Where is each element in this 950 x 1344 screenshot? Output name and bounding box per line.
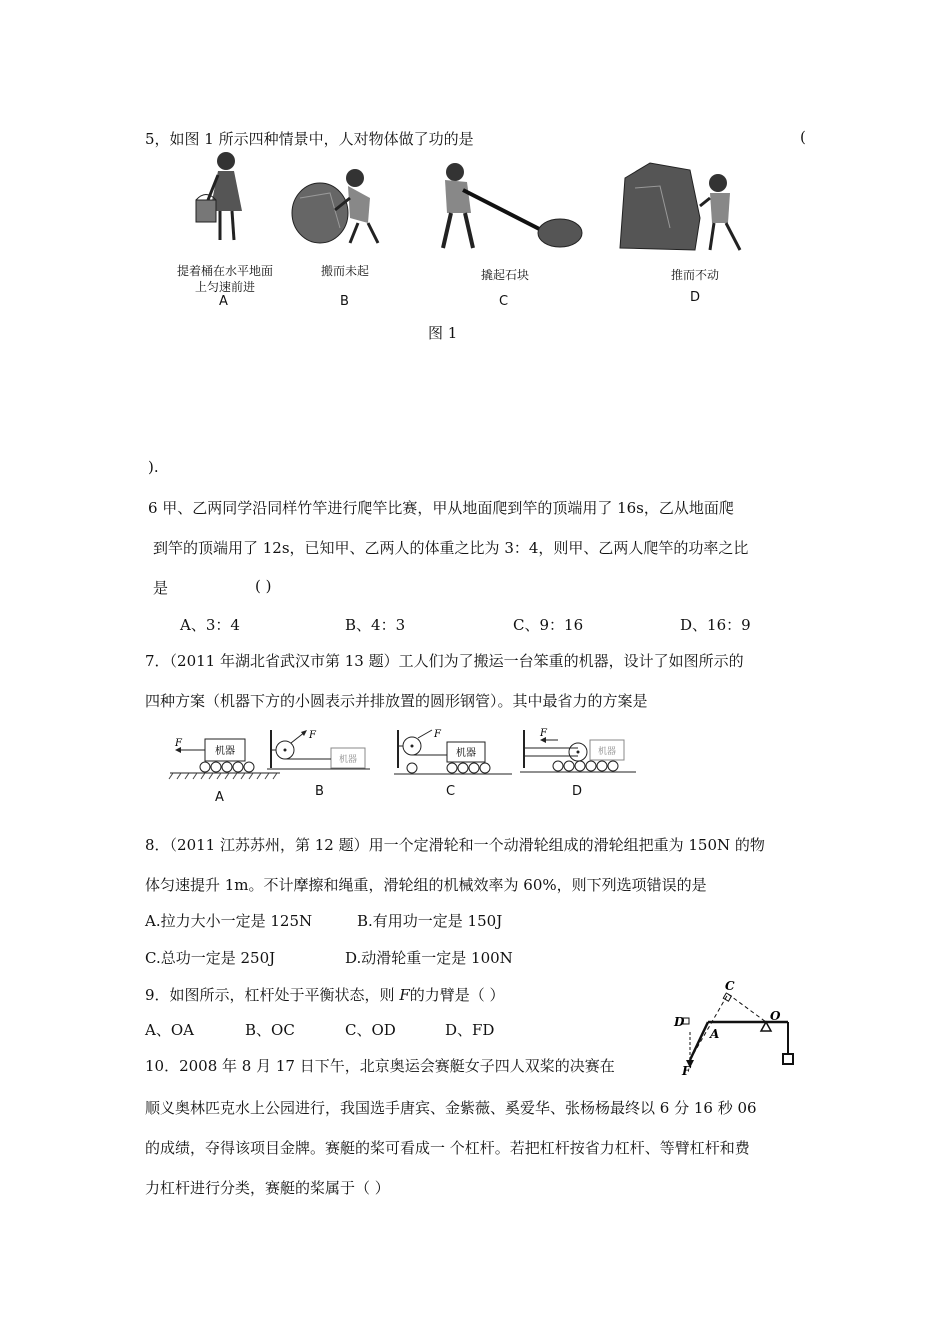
lever-label-f: F [682, 1064, 691, 1076]
q9-text-pre: 9．如图所示，杠杆处于平衡状态，则 [145, 986, 400, 1004]
q6-option-a: A、3：4 [180, 616, 240, 634]
scheme-a-machine-label: 机器 [215, 746, 235, 757]
scene-d-letter: D [690, 290, 701, 305]
scene-c-illustration [425, 158, 590, 253]
scene-a-illustration [190, 145, 260, 250]
lever-label-d: D [674, 1015, 685, 1029]
q10-line4: 力杠杆进行分类，赛艇的桨属于（ ） [145, 1179, 390, 1197]
scene-c-caption: 撬起石块 [480, 268, 529, 282]
q8-line1: 8．（2011 江苏苏州，第 12 题）用一个定滑轮和一个动滑轮组成的滑轮组把重为 150N 的物 [145, 836, 765, 854]
scheme-a-force-label: F [175, 738, 182, 749]
scene-b-letter: B [340, 294, 349, 309]
lever-label-o: O [770, 1009, 781, 1023]
q7-line2: 四种方案（机器下方的小圆表示并排放置的圆形钢管）。其中最省力的方案是 [145, 692, 648, 710]
scheme-b-letter: B [315, 784, 324, 799]
q6-line1: 6 甲、乙两同学沿同样竹竿进行爬竿比赛，甲从地面爬到竿的顶端用了 16s，乙从地面爬 [148, 499, 734, 517]
q8-option-c: C.总功一定是 250J [145, 949, 276, 967]
scene-d-caption: 推而不动 [670, 268, 719, 282]
q6-option-b: B、4：3 [345, 616, 406, 634]
q9-option-b: B、OC [245, 1021, 295, 1039]
q9-option-c: C、OD [345, 1021, 396, 1039]
scheme-b-diagram [265, 728, 375, 778]
q5-paren-open: ( [800, 128, 806, 146]
scheme-a-letter: A [215, 790, 224, 805]
scene-d-illustration [610, 158, 770, 258]
scene-a-letter: A [219, 294, 228, 309]
scheme-b-force-label: F [309, 730, 316, 741]
scene-a-caption-line2: 上匀速前进 [194, 280, 255, 294]
q8-option-b: B.有用功一定是 150J [357, 912, 503, 930]
q7-line1: 7．（2011 年湖北省武汉市第 13 题）工人们为了搬运一台笨重的机器，设计了如图所示的 [145, 652, 744, 670]
q9-text-f: F [399, 986, 410, 1004]
q8-option-a: A.拉力大小一定是 125N [145, 912, 313, 930]
q10-line3: 的成绩，夺得该项目金牌。赛艇的桨可看成一 个杠杆。若把杠杆按省力杠杆、等臂杠杆和费 [145, 1139, 750, 1157]
q5-text: 5，如图 1 所示四种情景中，人对物体做了功的是 [145, 130, 474, 148]
q6-paren: ( ) [255, 577, 272, 595]
scheme-d-machine-label: 机器 [597, 747, 617, 757]
scheme-c-diagram [392, 728, 517, 778]
q6-option-c: C、9：16 [513, 616, 584, 634]
scheme-d-letter: D [572, 784, 583, 799]
scene-b-illustration [290, 158, 385, 248]
scheme-c-letter: C [446, 784, 456, 799]
q9-text [145, 984, 505, 1005]
q8-option-d: D.动滑轮重一定是 100N [345, 949, 513, 967]
scheme-c-force-label: F [434, 729, 441, 740]
q10-line2: 顺义奥林匹克水上公园进行，我国选手唐宾、金紫薇、奚爱华、张杨杨最终以 6 分 16 秒 06 [145, 1099, 757, 1117]
q10-line1: 10．2008 年 8 月 17 日下午，北京奥运会赛艇女子四人双桨的决赛在 [145, 1057, 615, 1075]
q9-option-a: A、OA [145, 1021, 194, 1039]
q6-option-d: D、16：9 [680, 616, 751, 634]
scheme-d-diagram [518, 728, 640, 778]
q6-line3: 是 [153, 579, 169, 597]
q9-text-post: 的力臂是（ ） [409, 986, 505, 1004]
scheme-b-machine-label: 机器 [338, 755, 358, 765]
scene-c-letter: C [499, 294, 509, 309]
figure-1-label: 图 1 [428, 324, 458, 342]
scene-a-caption-line1: 提着桶在水平地面 [176, 264, 273, 278]
scheme-d-force-label: F [540, 728, 547, 739]
lever-label-c: C [725, 979, 735, 993]
q8-line2: 体匀速提升 1m。不计摩擦和绳重，滑轮组的机械效率为 60%，则下列选项错误的是 [145, 876, 707, 894]
scheme-c-machine-label: 机器 [456, 748, 476, 759]
lever-label-a: A [710, 1027, 720, 1041]
q5-paren-close: ). [148, 458, 159, 476]
q9-option-d: D、FD [445, 1021, 495, 1039]
scene-b-caption: 搬而未起 [320, 264, 369, 278]
lever-diagram [668, 978, 808, 1076]
q6-line2: 到竿的顶端用了 12s，已知甲、乙两人的体重之比为 3：4，则甲、乙两人爬竿的功率之比 [153, 539, 749, 557]
